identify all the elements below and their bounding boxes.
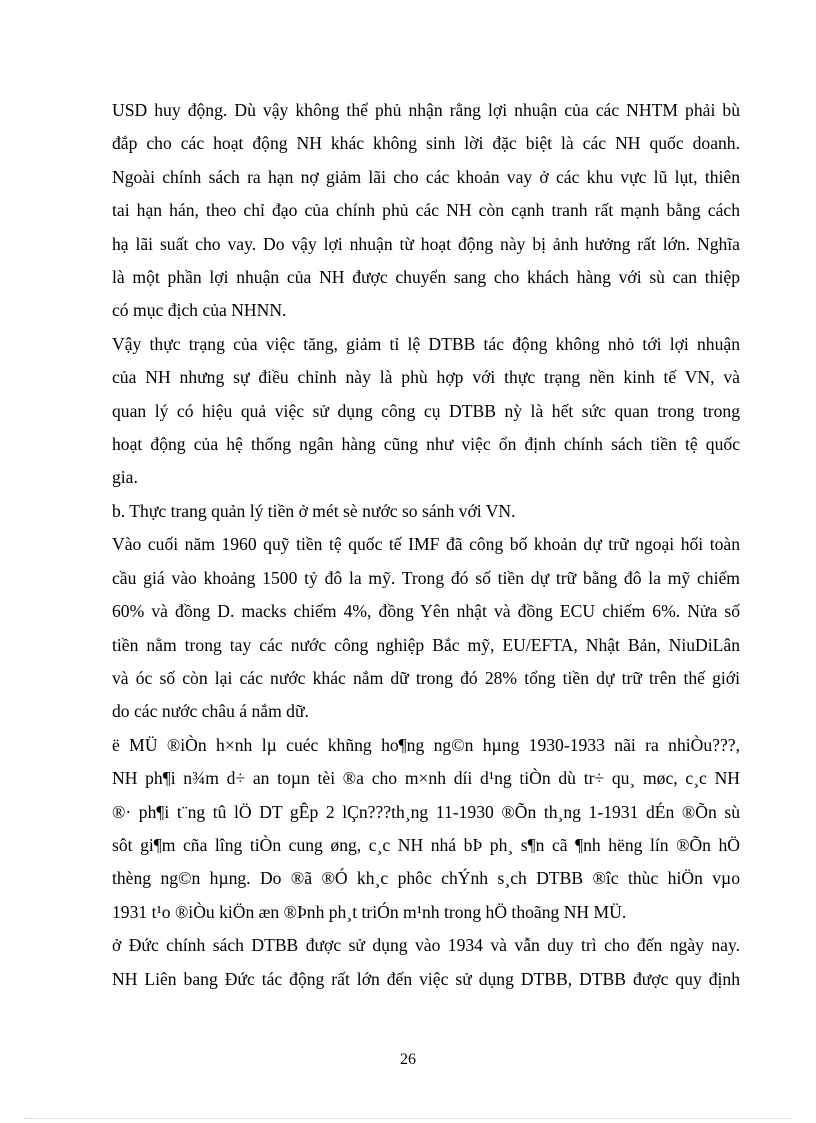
paragraph-imf-reserves bbox=[112, 528, 740, 728]
text-line: cầu giá vào khoảng 1500 tỷ đô la mỹ. Trong đó số tiền dự trữ bằng đô la mỹ chiếm bbox=[112, 567, 740, 588]
text-line: Vào cuối năm 1960 quỹ tiền tệ quốc tế IMF đã công bố khoản dự trữ ngoại hối toàn bbox=[112, 534, 740, 555]
text-line: và óc số còn lại các nước khác nắm dữ trong đó 28% tổng tiền dự trữ trên thế giới bbox=[112, 667, 740, 688]
text-line: gia. bbox=[112, 467, 138, 488]
text-line: NH Liên bang Đức tác động rất lớn đến việc sử dụng DTBB, DTBB được quy định bbox=[112, 968, 740, 989]
text-line: của NH nhưng sự điều chỉnh này là phù hợp với thực trạng nền kinh tế VN, và bbox=[112, 367, 740, 388]
text-line: ë MÜ ®iÒn h×nh lµ cuéc khñng ho¶ng ng©n hµng 1930-1933 nãi ra nhiÒu???, bbox=[112, 734, 740, 755]
document-body bbox=[112, 94, 740, 996]
paragraph-profit-impact bbox=[112, 94, 740, 328]
text-line: quan lý có hiệu quả việc sử dụng công cụ DTBB nỳ là hết sức quan trong trong bbox=[112, 400, 740, 421]
paragraph-germany bbox=[112, 929, 740, 996]
paragraph-conclusion bbox=[112, 328, 740, 495]
text-line: là một phần lợi nhuận của NH được chuyển sang cho khách hàng với sù can thiệp bbox=[112, 267, 740, 288]
text-line: USD huy động. Dù vậy không thể phủ nhận rằng lợi nhuận của các NHTM phải bù bbox=[112, 100, 740, 120]
text-line: ở Đức chính sách DTBB được sử dụng vào 1934 và vẫn duy trì cho đến ngày nay. bbox=[112, 935, 740, 956]
text-line: tiền nằm trong tay các nước công nghiệp Bắc mỹ, EU/EFTA, Nhật Bản, NiuDiLân bbox=[112, 634, 740, 655]
text-line: ®· ph¶i t¨ng tû lÖ DT gÊp 2 lÇn???th¸ng 11-1930 ®Õn th¸ng 1-1931 dÉn ®Õn sù bbox=[112, 801, 740, 822]
text-line: sôt gi¶m cña lîng tiÒn cung øng, c¸c NH nhá bÞ ph¸ s¶n cã ¶nh hëng lín ®Õn hÖ bbox=[112, 834, 740, 855]
text-line: do các nước châu á nắm dữ. bbox=[112, 701, 309, 722]
text-line: NH ph¶i n¾m d÷ an toµn tèi ®a cho m×nh díi d¹ng tiÒn dù tr÷ qu¸ møc, c¸c NH bbox=[112, 768, 740, 789]
text-line: tai hạn hán, theo chỉ đạo của chính phủ các NH còn cạnh tranh rất mạnh bằng cách bbox=[112, 200, 740, 221]
text-line: hoạt động của hệ thống ngân hàng cũng như việc ổn định chính sách tiền tệ quốc bbox=[112, 434, 740, 455]
text-line: đắp cho các hoạt động NH khác không sinh lời đặc biệt là các NH quốc doanh. bbox=[112, 133, 740, 154]
page-number: 26 bbox=[400, 1051, 416, 1068]
page-bottom-border bbox=[24, 1118, 792, 1119]
text-line: hạ lãi suất cho vay. Do vậy lợi nhuận từ hoạt động này bị ảnh hưởng rất lớn. Nghĩa bbox=[112, 233, 740, 254]
text-line: Vậy thực trạng của việc tăng, giảm tỉ lệ DTBB tác động không nhỏ tới lợi nhuận bbox=[112, 333, 740, 354]
text-line: Ngoài chính sách ra hạn nợ giảm lãi cho các khoản vay ở các khu vực lũ lụt, thiên bbox=[112, 166, 740, 187]
section-heading bbox=[112, 495, 740, 528]
text-line: 60% và đồng D. macks chiếm 4%, đồng Yên nhật và đồng ECU chiếm 6%. Nửa số bbox=[112, 601, 740, 622]
text-line: 1931 t¹o ®iÒu kiÖn æn ®Þnh ph¸t triÓn m¹nh trong hÖ thoãng NH MÜ. bbox=[112, 901, 627, 922]
text-line: có mục địch của NHNN. bbox=[112, 300, 287, 321]
heading-text: b. Thực trang quản lý tiền ở mét sè nước so sánh với VN. bbox=[112, 500, 516, 521]
text-line: thèng ng©n hµng. Do ®ã ®Ó kh¸c phôc chÝnh s¸ch DTBB ®îc thùc hiÖn vµo bbox=[112, 868, 740, 889]
paragraph-us-crisis bbox=[112, 729, 740, 929]
